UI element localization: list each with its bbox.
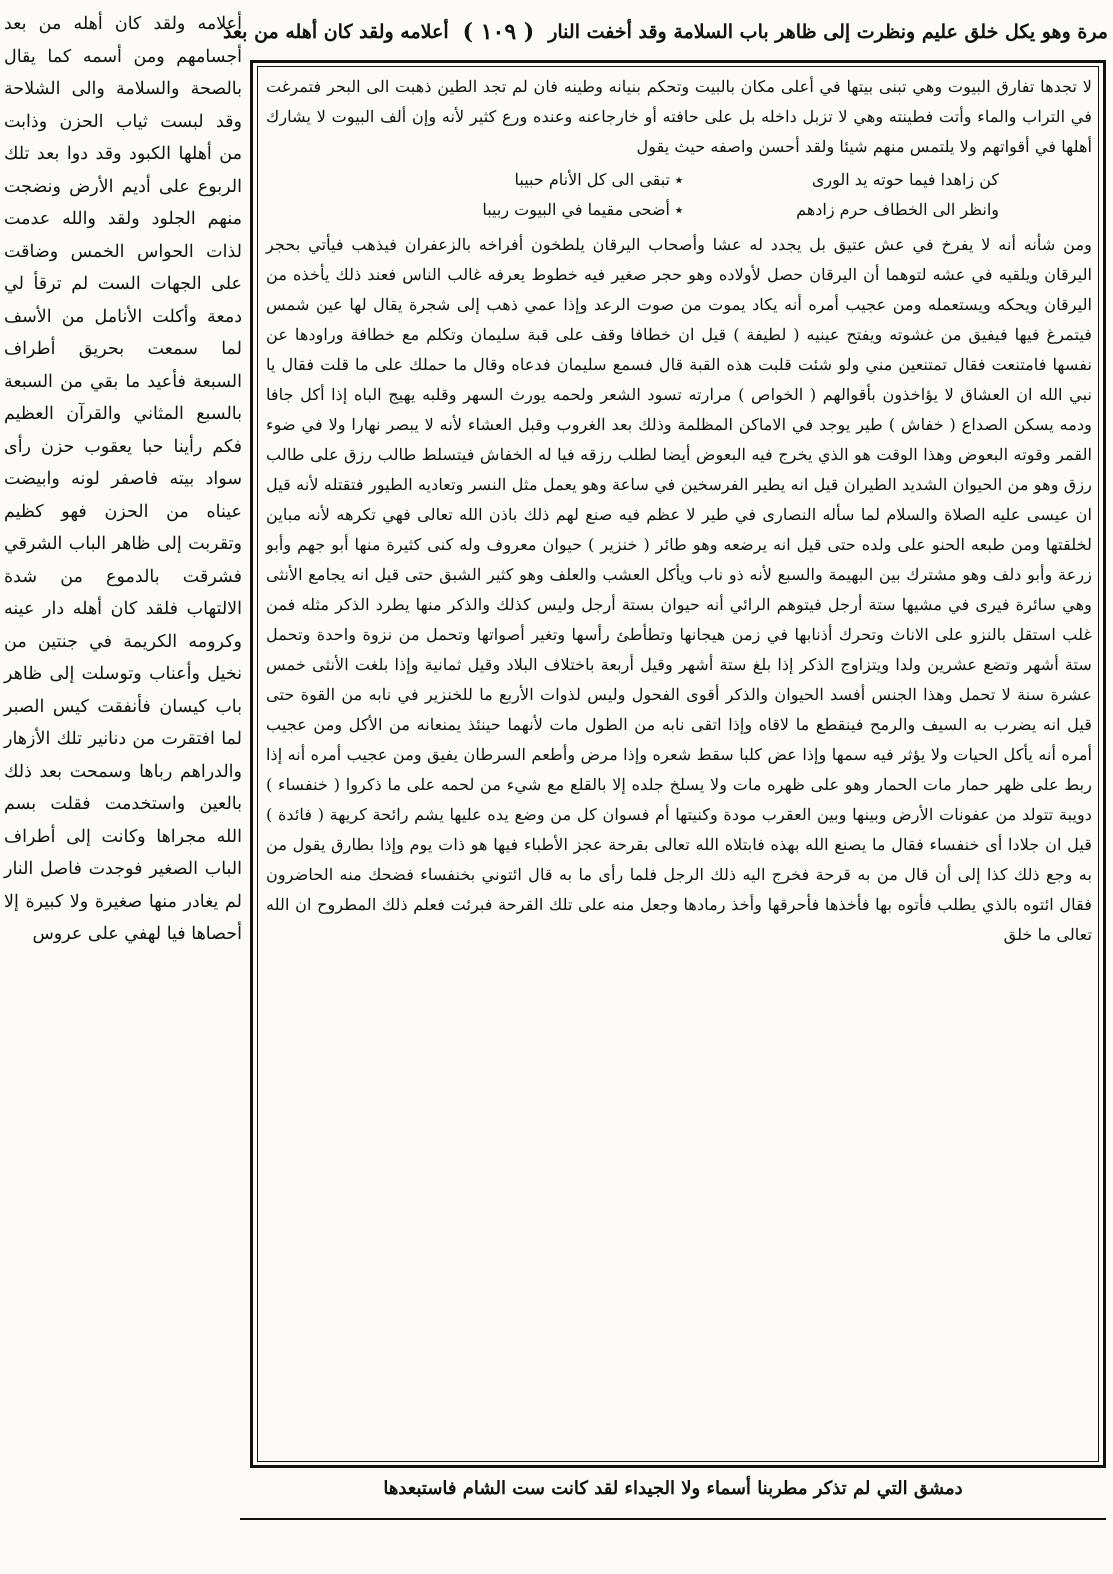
poem-line-2-left: أضحى مقيما في البيوت ربيبا (482, 200, 670, 219)
poem-line-1-right: كن زاهدا فيما حوته يد الورى (811, 170, 999, 189)
page-header (223, 8, 1108, 56)
side-margin-text: أعلامه ولقد كان أهله من بعد أجسامهم ومن أسمه كما يقال بالصحة والسلامة والى الشلاحة وقد لبست ثياب الحزن وذابت من أهلها الكبود وقد دوا بعد تلك الربوع على أديم الأرض ونضجت منهم الجلود ولقد والله عدمت لذات الحواس الخمس وضاقت على الجهات الست لم ترقأ لي دمعة وأكلت الأنامل من الأسف لما سمعت بحريق أطراف السبعة فأعيد ما بقي من السبعة بالسبع المثاني والقرآن العظيم فكم رأينا حبا يعقوب حزن رأى سواد بيته فاصفر لونه وابيضت عيناه من الحزن فهو كظيم وتقربت إلى ظاهر الباب الشرقي فشرقت بالدموع من شدة الالتهاب فلقد كان أهله دار عينه وكرومه الكريمة في جنتين من نخيل وأعناب وتوسلت إلى ظاهر باب كيسان فأنفقت كيس الصبر لما افتقرت من دنانير تلك الأزهار والدراهم رباها وسمحت بعد ذلك بالعين واستخدمت فقلت بسم الله مجراها وكانت إلى أطراف الباب الصغير فوجدت فاصل النار لم يغادر منها صغيرة ولا كبيرة إلا أحصاها فيا لهفي على عروس (4, 14, 242, 944)
poem-line-2-right: وانظر الى الخطاف حرم زادهم (796, 200, 999, 219)
poem-separator: ٭ (674, 170, 684, 189)
header-right-text: مرة وهو يكل خلق عليم ونظرت إلى ظاهر باب السلامة وقد أخفت النار (548, 21, 1108, 43)
footer-text: دمشق التي لم تذكر مطربنا أسماء ولا الجيداء لقد كانت ست الشام فاستبعدها (383, 1478, 963, 1499)
page-footer (240, 1478, 1106, 1520)
main-intro-paragraph: لا تجدها تفارق البيوت وهي تبنى بيتها في أعلى مكان بالبيت وتحكم بنيانه وطينه فان لم تجد الطين ذهبت الى البحر فتمرغت في التراب والماء وأتت فطينته وهي لا تزبل داخله بل على حافته أو خارجاعنه وعنده ورع كثير لأنه وإن ألف البيوت لا يشارك أهلها في أقواتهم ولا يلتمس منهم شيئا ولقد أحسن واصفه حيث يقول (266, 77, 1092, 156)
side-margin-column (4, 8, 242, 1486)
header-left-text: أعلامه ولقد كان أهله من بعد (223, 21, 449, 43)
main-body-paragraph: ومن شأنه أنه لا يفرخ في عش عتيق بل يجدد له عشا وأصحاب اليرقان يلطخون أفراخه بالزعفران فيذهب فيأتي بحجر اليرقان ويلقيه في عشه لتوهما أن اليرقان حصل لأولاده وهو حجر صغير فيه خطوط يعرفه غالب الناس فعند ذلك يأخذه من اليرقان ويحكه ويستعمله ومن عجيب أمره أنه يكاد يموت من صوت الرعد وإذا عمي ذهب إلى شجرة يقال لها عين شمس فيتمرغ فيها فيفيق من غشوته ويفتح عينيه ( لطيفة ) قيل ان خطافا وقف على قبة سليمان وتكلم مع خطافة وراودها عن نفسها فامتنعت فقال تمتنعين مني ولو شئت قلبت هذه القبة قال فسمع سليمان فدعاه وقال ما حملك على ما قلت فقال يا نبي الله ان العشاق لا يؤاخذون بأقوالهم ( الخواص ) مرارته تسود الشعر ولحمه يورث السهر وقلبه يهيج الباه إذا أكل جافا ودمه يسكن الصداع ( خفاش ) طير يوجد في الاماكن المظلمة وذلك بعد الغروب وقبل العشاء لأنه لا يبصر نهارا ولا في ضوء القمر وقوته البعوض وهذا الوقت هو الذي يخرج فيه البعوض أيضا لطلب رزقه فيا له الخفاش فيتسلط طالب رزق على طالب رزق وهو من الحيوان الشديد الطيران قيل انه يطير الفرسخين في ساعة وهو يعمل مثل النسر وتعاديه الطيور فتقتله لأنه قيل ان عيسى عليه الصلاة والسلام لما سأله النصارى في طير لا عظم فيه صنع لهم ذلك باذن الله تعالى فهي تكرهه لأنه مباين لخلقتها ومن طبعه الحنو على ولده حتى قيل انه يرضعه وهو طائر ( خنزير ) حيوان معروف وله كنى كثيرة منها أبو جهم وأبو زرعة وأبو دلف وهو مشترك بين البهيمة والسبع لأنه ذو ناب ويأكل العشب والعلف وهو كثير الشبق حتى قيل انه يجامع الأنثى وهي سائرة فيرى في مشيها ستة أرجل فيتوهم الرائي أنه حيوان بستة أرجل وليس كذلك والذكر منها يطرد الذكر مثله فمن غلب استقل بالنزو على الاناث وتحرك أذنابها في زمن هيجانها وتطأطئ رأسها وتغير أصواتها وتحمل من نزوة واحدة وتحمل ستة أشهر وتضع عشرين ولدا ويتزاوج الذكر إذا بلغ ستة أشهر وقيل أربعة باختلاف البلاد وقيل ثمانية وإذا بلغت الأنثى خمس عشرة سنة لا تحمل وهذا الجنس أفسد الحيوان والذكر أقوى الفحول وليس لذوات الأربع ما للخنزير في نابه من القوة حتى قيل انه يضرب به السيف والرمح فينقطع ما لاقاه وإذا اتقى نابه من الطول مات لأنهما حينئذ يمنعانه من الأكل ومن عجيب أمره أنه يأكل الحيات ولا يؤثر فيه سمها وإذا عض كلبا سقط شعره وإذا مرض وأطعم السرطان يفيق ومن عجيب أمره أنه إذا ربط على ظهر حمار مات الحمار وهو على ظهره مات ولا يسلخ جلده إلا بالقلع مع شيء من لحمه على ما ذكروا ( خنفساء ) دويبة تتولد من عفونات الأرض وبينها وبين العقرب مودة وكنيتها أم فسوان كل من وضع يده عليها يشم رائحة كريهة ( فائدة ) قيل ان جلادا أى خنفساء فقال ما يصنع الله بهذه فابتلاه الله تعالى بقرحة عجز الأطباء فيها هو ذات يوم وإذا بطارق يقول من به وجع ذلك كذا إلى أن قال من به قرحة فخرج اليه ذلك الرجل فلما رأى ما به قال ائتوني بخنفساء فضحك منه الحاضرون فقال ائتوه بالذي يطلب فأتوه بها فأخذها فأحرقها وأخذ رمادها وجعل منه على تلك القرحة فبرئت فعلم ذلك المطروح ان الله تعالى ما خلق (266, 235, 1092, 944)
poem-separator: ٭ (674, 200, 684, 219)
page-number: ( ١٠٩ ) (462, 19, 535, 45)
poem-line-1-left: تبقى الى كل الأنام حبيبا (514, 170, 670, 189)
poem (359, 166, 999, 224)
main-text-column (266, 72, 1092, 1460)
